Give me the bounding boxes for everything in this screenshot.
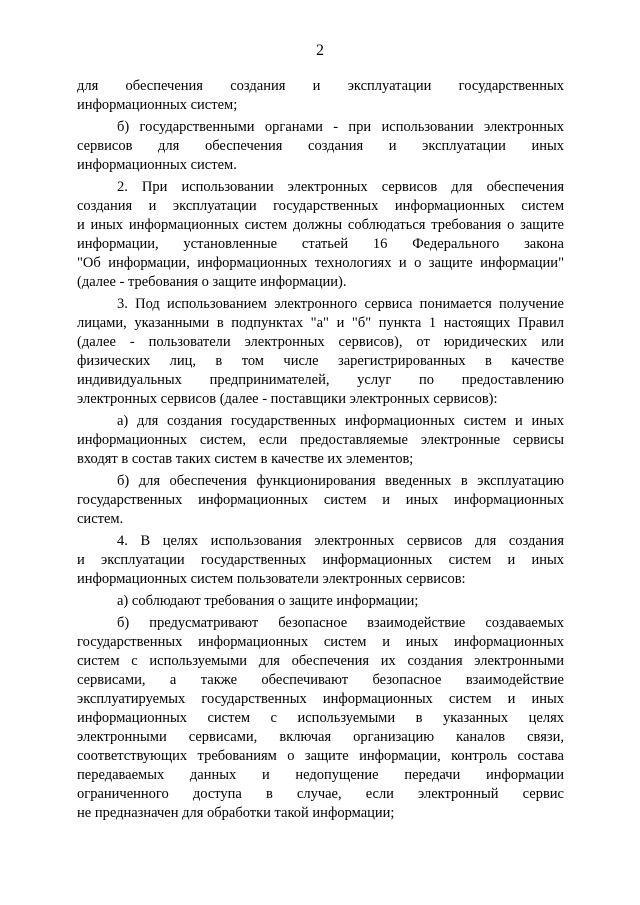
document-body bbox=[77, 77, 564, 823]
text-line: сервисами, а также обеспечивают безопасное взаимодействие bbox=[77, 672, 564, 688]
text-line: б) предусматривают безопасное взаимодействие создаваемых bbox=[117, 615, 564, 631]
text-line: информации, установленные статьей 16 Федерального закона bbox=[77, 236, 564, 252]
text-line: систем. bbox=[77, 511, 124, 527]
text-line: б) государственными органами - при использовании электронных bbox=[117, 119, 564, 135]
text-line: ограниченного доступа в случае, если электронный сервис bbox=[77, 786, 564, 802]
page-number: 2 bbox=[316, 42, 324, 59]
text-line: эксплуатируемых государственных информационных систем и иных bbox=[77, 691, 564, 707]
text-line: систем с используемыми для обеспечения их создания электронными bbox=[77, 653, 564, 669]
text-line: создания и эксплуатации государственных информационных систем bbox=[77, 198, 564, 214]
text-line: (далее - требования о защите информации). bbox=[77, 274, 347, 290]
text-line: не предназначен для обработки такой информации; bbox=[77, 805, 395, 821]
text-line: индивидуальных предпринимателей, услуг по предоставлению bbox=[77, 372, 564, 388]
text-line: государственных информационных систем и иных информационных bbox=[77, 634, 564, 650]
text-line: для обеспечения создания и эксплуатации государственных bbox=[77, 78, 564, 94]
text-line: 4. В целях использования электронных сервисов для создания bbox=[117, 533, 564, 549]
text-line: а) соблюдают требования о защите информации; bbox=[117, 593, 419, 609]
text-line: электронных сервисов (далее - поставщики электронных сервисов): bbox=[77, 391, 498, 407]
text-line: входят в состав таких систем в качестве их элементов; bbox=[77, 451, 414, 467]
text-line: информационных систем, если предоставляемые электронные сервисы bbox=[77, 432, 564, 448]
text-line: "Об информации, информационных технологиях и о защите информации" bbox=[77, 255, 564, 271]
text-line: и эксплуатации государственных информационных систем и иных bbox=[77, 552, 564, 568]
text-line: лицами, указанными в подпунктах "а" и "б" пункта 1 настоящих Правил bbox=[77, 315, 564, 331]
text-line: 2. При использовании электронных сервисов для обеспечения bbox=[117, 179, 564, 195]
text-line: информационных систем пользователи электронных сервисов: bbox=[77, 571, 466, 587]
text-line: физических лиц, в том числе зарегистрированных в качестве bbox=[77, 353, 564, 369]
text-line: и иных информационных систем должны соблюдаться требования о защите bbox=[77, 217, 564, 233]
text-line: сервисов для обеспечения создания и эксплуатации иных bbox=[77, 138, 564, 154]
text-line: информационных систем. bbox=[77, 157, 237, 173]
text-line: б) для обеспечения функционирования введенных в эксплуатацию bbox=[117, 473, 564, 489]
text-line: соответствующих требованиям о защите информации, контроль состава bbox=[77, 748, 564, 764]
text-line: а) для создания государственных информационных систем и иных bbox=[117, 413, 564, 429]
text-line: 3. Под использованием электронного сервиса понимается получение bbox=[117, 296, 564, 312]
text-line: информационных систем; bbox=[77, 97, 238, 113]
text-line: информационных систем с используемыми в указанных целях bbox=[77, 710, 564, 726]
text-line: передаваемых данных и недопущение передачи информации bbox=[77, 767, 564, 783]
text-line: государственных информационных систем и иных информационных bbox=[77, 492, 564, 508]
text-line: (далее - пользователи электронных сервисов), от юридических или bbox=[77, 334, 564, 350]
text-line: электронными сервисами, включая организацию каналов связи, bbox=[77, 729, 564, 745]
